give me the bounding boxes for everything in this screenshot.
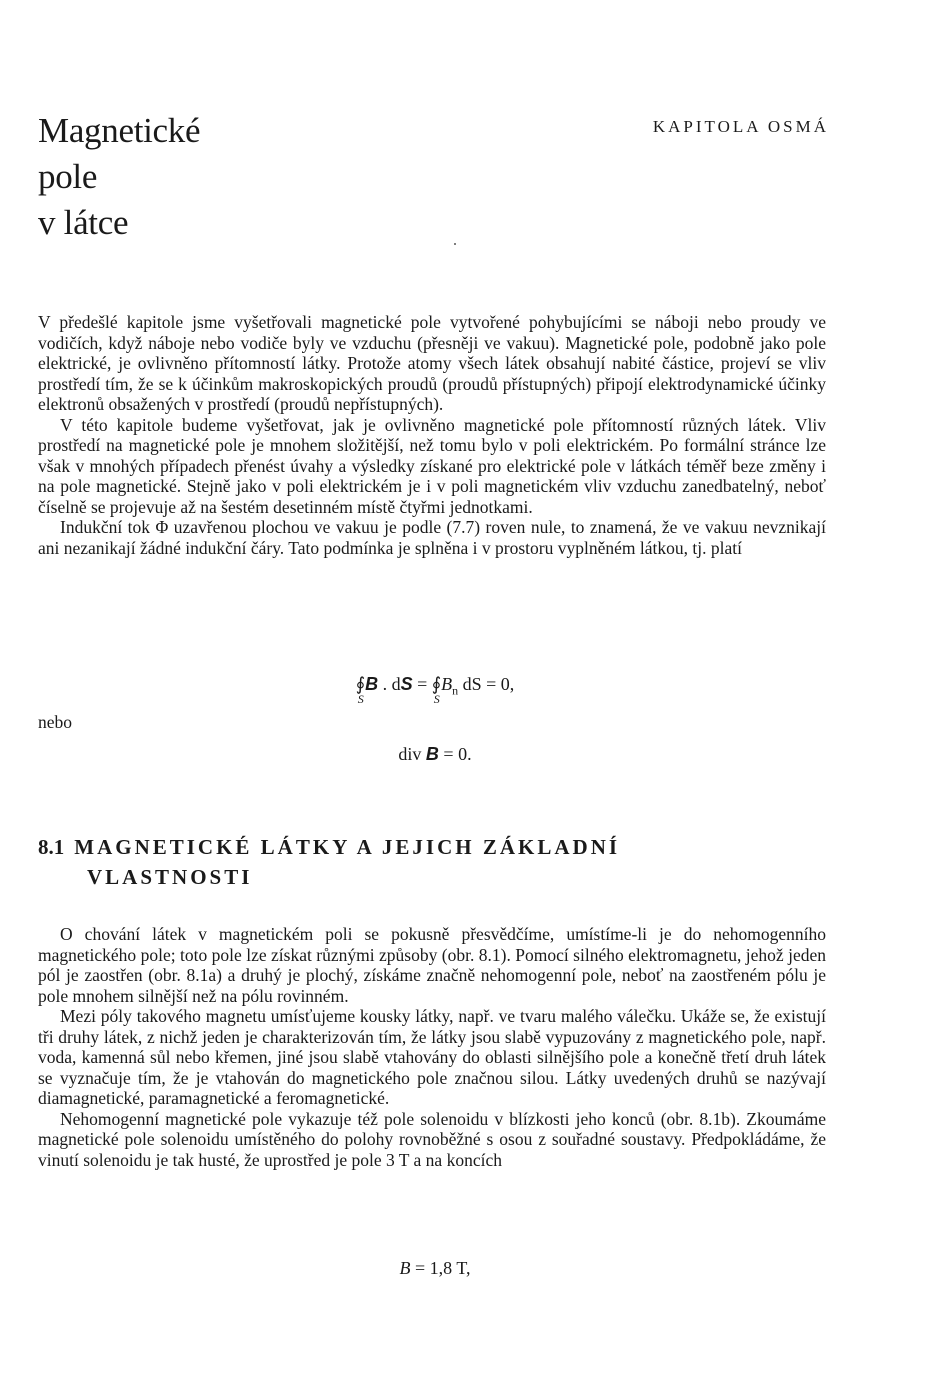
intro-text xyxy=(38,312,826,558)
chapter-title-line: pole xyxy=(38,157,98,196)
subscript-surface: S xyxy=(433,692,440,706)
section-paragraph: Mezi póly takového magnetu umísťujeme kousky látky, např. ve tvaru malého válečku. Ukáže se, že existují tři druhy látek, z nichž jeden je charakterizován tím, že látky jsou slabě vypuzovány z magnetického pole, např. voda, kamenná sůl nebo křemen, jiné jsou slabě vtahovány do oblasti silnějšího pole a konečně třetí druh látek se vyznačuje tím, že je vtahován do magnetického pole značnou silou. Látky uvedených druhů se nazývají diamagnetické, paramagnetické a feromagnetické. xyxy=(38,1006,826,1108)
chapter-label: KAPITOLA OSMÁ xyxy=(652,117,829,136)
section-title-line1: MAGNETICKÉ LÁTKY A JEJICH ZÁKLADNÍ xyxy=(74,835,621,859)
section-paragraph: O chování látek v magnetickém poli se pokusně přesvědčíme, umístíme-li je do nehomogenního magnetického pole; toto pole lze získat různými způsoby (obr. 8.1). Pomocí silného elektromagnetu, jehož jeden pól je zaostřen (obr. 8.1a) a druhý je plochý, získáme značně nehomogenní pole, neboť na zaostřeném pólu je pole mnohem silnější než na pólu rovinném. xyxy=(38,924,826,1006)
symbol-b: B xyxy=(399,1258,411,1278)
section-text xyxy=(38,924,826,1170)
eq-rest: dS = 0, xyxy=(458,674,515,694)
connector-word: nebo xyxy=(38,712,73,732)
b-normal: B xyxy=(441,674,453,694)
intro-paragraph: V předešlé kapitole jsme vyšetřovali magnetické pole vytvořené pohybujícími se náboji nebo proudy ve vodičích, když náboje nebo vodiče byly ve vzduchu (přesněji ve vakuu). Magnetické pole, podobně jako pole elektrické, je ovlivněno přítomností látky. Protože atomy všech látek obsahují nabité částice, projeví se vliv prostředí tím, že se k účinkům makroskopických proudů (proudů přístupných) připojí elektrodynamické účinky elektronů obsažených v prostředí (proudů nepřístupných). xyxy=(38,312,826,414)
equation-flux xyxy=(0,674,870,706)
vector-s: S xyxy=(400,674,413,694)
chapter-title-line: Magnetické xyxy=(38,111,201,150)
chapter-title xyxy=(38,108,200,246)
section-paragraph: Nehomogenní magnetické pole vykazuje též pole solenoidu v blízkosti jeho konců (obr. 8.1b). Zkoumáme magnetické pole solenoidu umístěného do polohy rovnoběžné s osou z souřadné soustavy. Předpokládáme, že vinutí solenoidu je tak husté, že uprostřed je pole 3 T a na koncích xyxy=(38,1108,826,1170)
chapter-title-line: v látce xyxy=(38,203,129,242)
equation-divergence xyxy=(0,744,870,765)
subscript-surface: S xyxy=(357,692,364,706)
intro-paragraph: V této kapitole budeme vyšetřovat, jak je ovlivněno magnetické pole přítomností různých látek. Vliv prostředí na magnetické pole je mnohem složitější, než tomu bylo v poli elektrickém. Po formální stránce lze však v mnohých případech přenést úvahy a výsledky získané pro elektrické pole v látkách téměř beze změny i na pole magnetické. Stejně jako v poli elektrickém je i v poli magnetickém vliv vzduchu zanedbatelný, neboť číselně se projevuje až na šestém desetinném místě čtyřmi jednotkami. xyxy=(38,414,826,517)
section-number: 8.1 xyxy=(38,835,65,859)
equation-field-value xyxy=(0,1258,870,1279)
section-title-line2: VLASTNOSTI xyxy=(87,865,253,889)
eq-rest: = 1,8 T, xyxy=(410,1258,471,1278)
speck xyxy=(454,243,456,245)
eq-dot: . d xyxy=(378,674,401,694)
intro-paragraph: Indukční tok Φ uzavřenou plochou ve vakuu je podle (7.7) roven nule, to znamená, že ve vakuu nevznikají ani nezanikají žádné indukční čáry. Tato podmínka je splněna i v prostoru vyplněném látkou, tj. platí xyxy=(38,517,826,558)
contour-integral-symbol: ∮ xyxy=(431,674,442,694)
contour-integral-symbol: ∮ xyxy=(355,674,366,694)
eq-equals: = xyxy=(412,674,432,694)
vector-b: B xyxy=(425,744,439,764)
eq-rest: = 0. xyxy=(438,744,472,764)
subscript-n: n xyxy=(452,683,459,698)
vector-b: B xyxy=(365,674,379,694)
div-operator: div xyxy=(398,744,426,764)
section-heading xyxy=(38,832,826,892)
